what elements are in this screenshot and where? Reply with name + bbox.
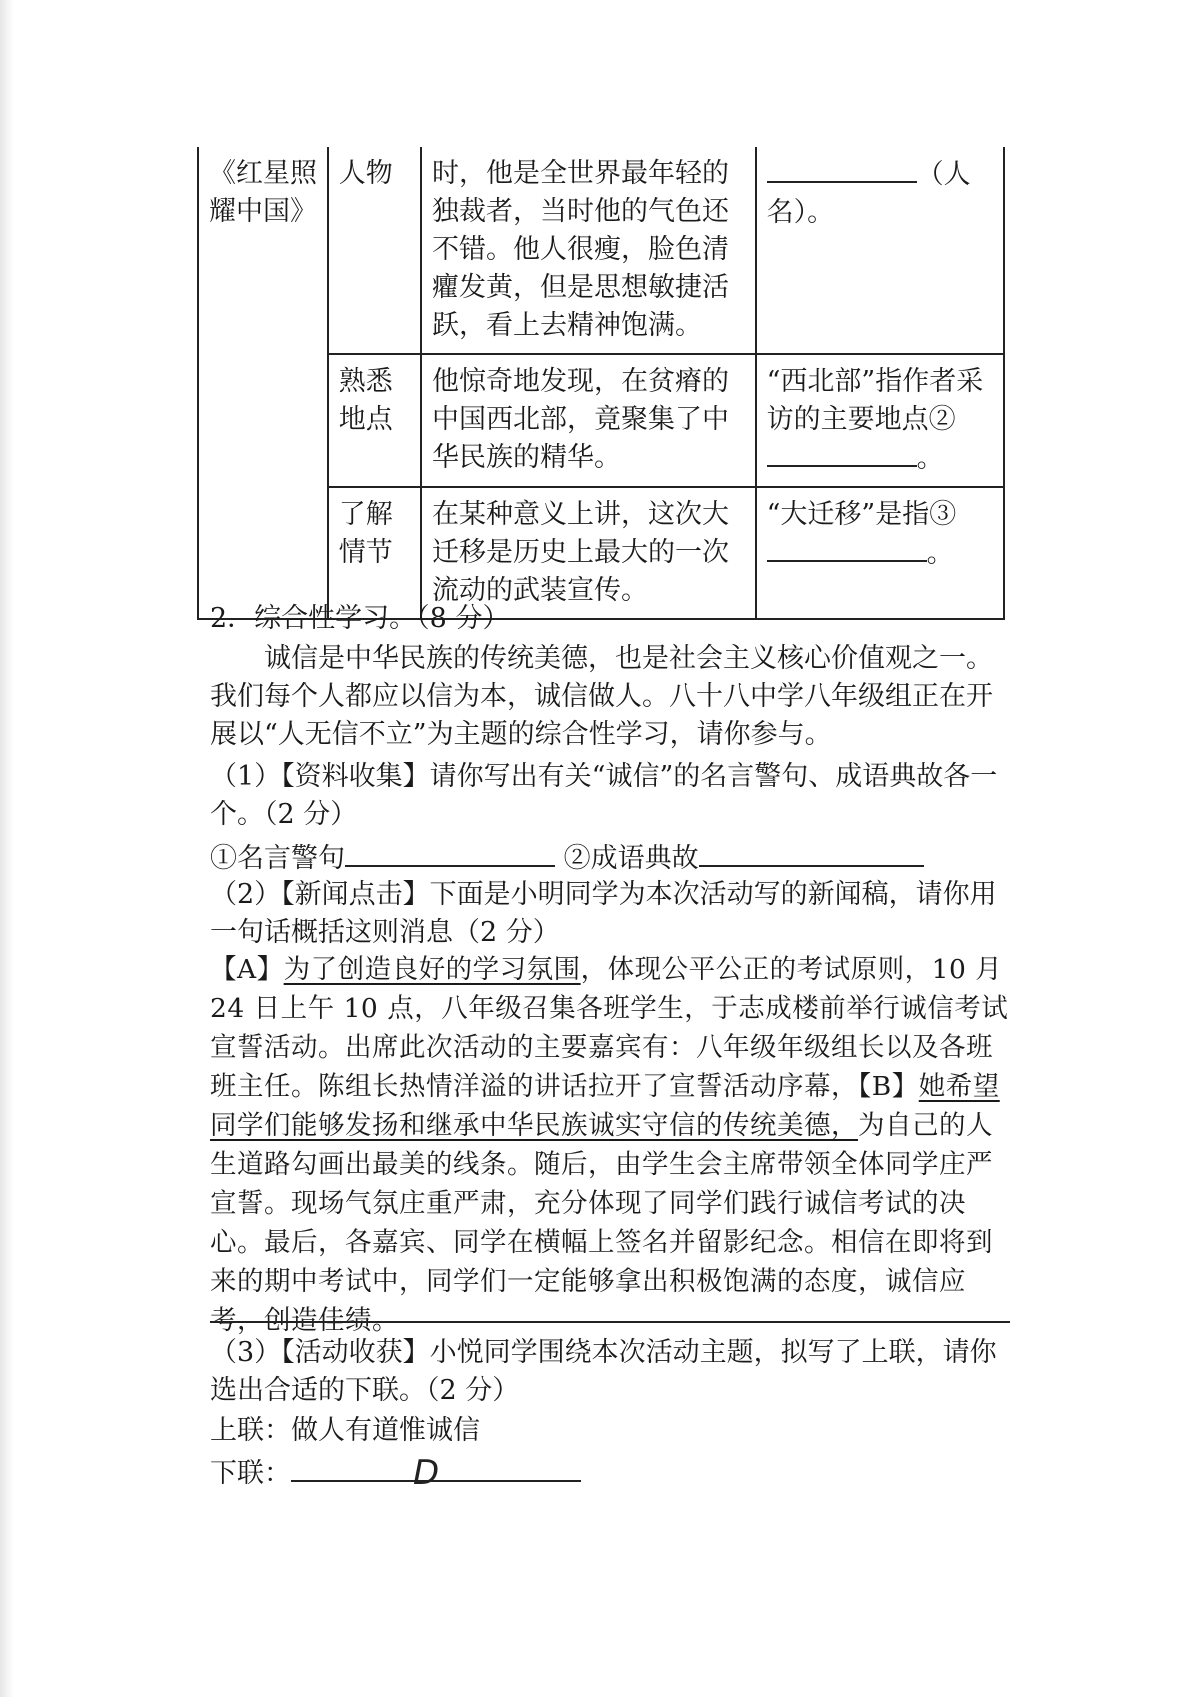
quote-answer-blank[interactable]	[345, 837, 555, 867]
part3-prompt: （3）【活动收获】小悦同学围绕本次活动主题，拟写了上联，请你选出合适的下联。（2 分）	[210, 1337, 997, 1406]
news-tag-b: 【B】	[858, 1071, 919, 1102]
task-text: “大迁移”是指③	[766, 499, 957, 530]
upper-couplet: 上联：做人有道惟诚信	[210, 1415, 480, 1446]
task-cell	[756, 147, 1004, 354]
news-text: ，体现公平公正的考试原则，10 月 24 日上午 10 点，八年级召集各班学生，于志成楼前举行诚信考试宣誓活动。出席此次活动的主要嘉宾有：八年级年级组长以及各班班主任。陈组长热情洋溢的讲话拉开了宣誓活动序幕，	[210, 954, 1009, 1102]
question-heading: 2．综合性学习。（8 分）	[210, 603, 510, 634]
task-text: 。	[926, 538, 954, 569]
book-title-cell: 《红星照耀中国》	[198, 147, 328, 619]
excerpt-cell: 时，他是全世界最年轻的独裁者，当时他的气色还不错。他人很瘦，脸色清癯发黄，但是思想敏捷活跃，看上去精神饱满。	[421, 147, 756, 354]
lower-couplet-label: 下联：	[210, 1458, 291, 1489]
answer-blank[interactable]	[767, 439, 917, 467]
part1-prompt: （1）【资料收集】请你写出有关“诚信”的名言警句、成语典故各一个。（2 分）	[210, 761, 998, 830]
news-underlined-a: 为了创造良好的学习氛围	[283, 954, 581, 985]
reading-table	[197, 147, 1005, 620]
scan-edge-shadow	[0, 0, 14, 1697]
idiom-answer-blank[interactable]	[699, 837, 924, 867]
news-underlined-b: 她希望同学们能够发扬和继承中华民族诚实守信的传统美德，	[210, 1071, 1000, 1141]
aspect-cell: 了解情节	[328, 487, 421, 619]
table-row	[198, 147, 1004, 354]
intro-paragraph: 诚信是中华民族的传统美德，也是社会主义核心价值观之一。我们每个人都应以信为本，诚信做人。八十八中学八年级组正在开展以“人无信不立”为主题的综合性学习，请你参与。	[210, 643, 993, 750]
task-text: “西北部”指作者采访的主要地点②	[766, 366, 984, 435]
task-text: （人名）。	[766, 159, 971, 228]
part1-answers	[210, 837, 1010, 878]
news-article	[210, 950, 1012, 1340]
task-cell	[756, 354, 1004, 487]
aspect-cell: 熟悉地点	[328, 354, 421, 487]
task-text: 。	[916, 443, 944, 474]
quote-label: ①名言警句	[210, 843, 345, 874]
answer-blank[interactable]	[767, 155, 917, 183]
summary-answer-line[interactable]	[210, 1321, 1010, 1323]
excerpt-cell: 他惊奇地发现，在贫瘠的中国西北部，竟聚集了中华民族的精华。	[421, 354, 756, 487]
excerpt-cell: 在某种意义上讲，这次大迁移是历史上最大的一次流动的武装宣传。	[421, 487, 756, 619]
idiom-label: ②成语典故	[563, 843, 699, 874]
lower-couplet-row	[210, 1452, 1010, 1493]
handwritten-answer: D	[413, 1453, 440, 1493]
answer-blank[interactable]	[767, 534, 927, 562]
aspect-cell: 人物	[328, 147, 421, 354]
news-text: 为自己的人生道路勾画出最美的线条。随后，由学生会主席带领全体同学庄严宣誓。现场气氛庄重严肃，充分体现了同学们践行诚信考试的决心。最后，各嘉宾、同学在横幅上签名并留影纪念。相信在即将到来的期中考试中，同学们一定能够拿出积极饱满的态度，诚信应考，创造佳绩。	[210, 1110, 993, 1336]
news-tag-a: 【A】	[210, 954, 284, 985]
part2-prompt: （2）【新闻点击】下面是小明同学为本次活动写的新闻稿，请你用一句话概括这则消息（2 分）	[210, 879, 997, 948]
